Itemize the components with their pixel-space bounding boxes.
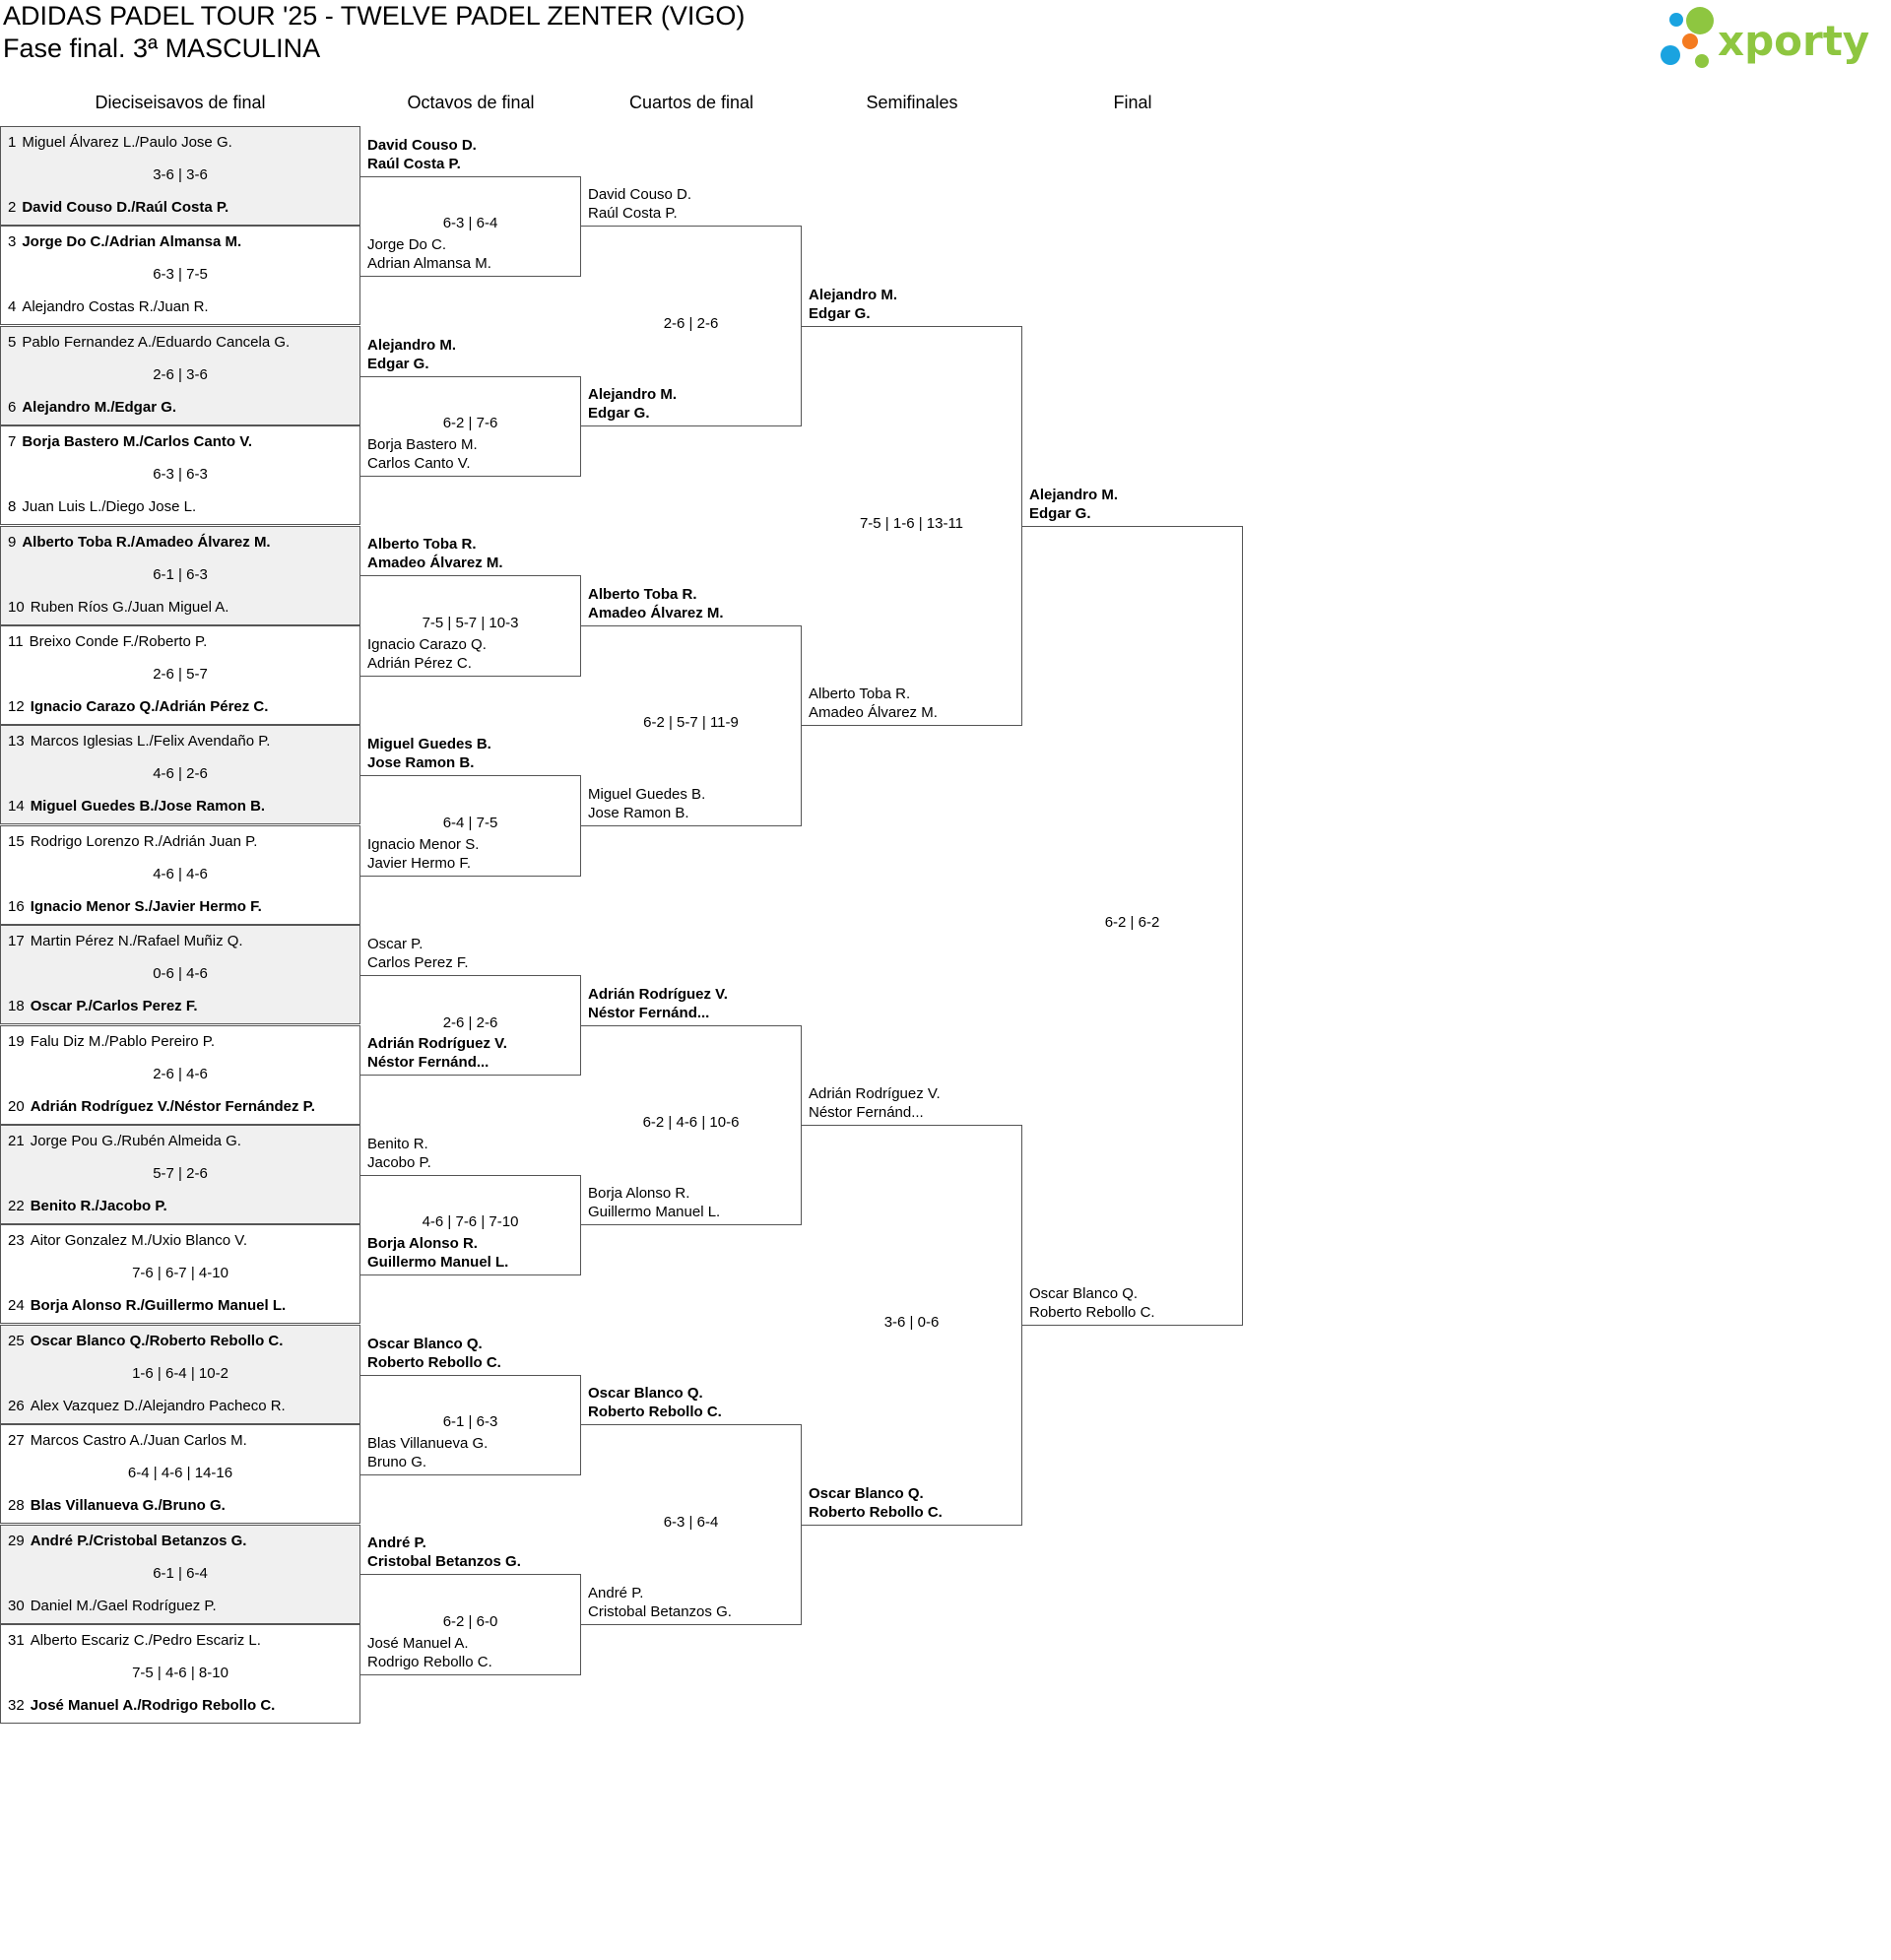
seed-number: 15 bbox=[8, 832, 25, 850]
bracket-line-bottom bbox=[360, 1274, 581, 1275]
r1-match[interactable] bbox=[0, 1624, 360, 1724]
team-row[interactable] bbox=[8, 433, 252, 450]
r3-team[interactable] bbox=[588, 1184, 800, 1221]
team-line-2: Adrián Pérez C. bbox=[367, 654, 472, 672]
header bbox=[3, 0, 745, 65]
bracket-line-top bbox=[581, 1424, 802, 1425]
team-line-1: Oscar Blanco Q. bbox=[809, 1484, 924, 1502]
r4-team[interactable] bbox=[809, 286, 1020, 323]
team-row[interactable] bbox=[8, 1333, 283, 1349]
team-line-1: Alejandro M. bbox=[588, 386, 678, 404]
team-line-1: Oscar Blanco Q. bbox=[588, 1385, 703, 1403]
r2-team[interactable] bbox=[367, 1034, 579, 1072]
team-row[interactable] bbox=[8, 1398, 286, 1414]
seed-number: 2 bbox=[8, 199, 17, 216]
team-name: Jorge Do C./Adrian Almansa M. bbox=[22, 233, 242, 251]
team-line-2: Néstor Fernánd... bbox=[367, 1054, 489, 1072]
team-line-2: Javier Hermo F. bbox=[367, 854, 472, 872]
team-line-2: Edgar G. bbox=[1029, 504, 1091, 522]
seed-number: 26 bbox=[8, 1397, 25, 1414]
bracket-line-bottom bbox=[360, 1474, 581, 1475]
team-name: Marcos Iglesias L./Felix Avendaño P. bbox=[30, 733, 271, 751]
bracket-line-vertical bbox=[1242, 526, 1243, 1326]
bracket-line-bottom bbox=[360, 676, 581, 677]
match-score: 6-4 | 4-6 | 14-16 bbox=[127, 1465, 233, 1482]
r5-team[interactable] bbox=[1029, 486, 1241, 523]
bracket-line-top bbox=[360, 1175, 581, 1176]
bracket-line-top bbox=[360, 1574, 581, 1575]
match-score: 6-1 | 6-3 bbox=[153, 565, 208, 583]
team-name: Borja Alonso R./Guillermo Manuel L. bbox=[30, 1297, 287, 1315]
bracket-line-top bbox=[360, 775, 581, 776]
r1-match[interactable] bbox=[0, 326, 360, 425]
seed-number: 13 bbox=[8, 733, 25, 751]
r2-team[interactable] bbox=[367, 1335, 579, 1372]
r2-match-score: 6-3 | 6-4 bbox=[442, 215, 498, 232]
seed-number: 22 bbox=[8, 1198, 25, 1214]
seed-number: 17 bbox=[8, 933, 25, 950]
team-row[interactable] bbox=[8, 1033, 215, 1050]
match-score: 7-5 | 4-6 | 8-10 bbox=[132, 1665, 228, 1681]
seed-number: 23 bbox=[8, 1232, 25, 1250]
r2-match-score: 7-5 | 5-7 | 10-3 bbox=[422, 615, 519, 631]
round-header-r1: Dieciseisavos de final bbox=[95, 93, 266, 112]
team-row[interactable] bbox=[8, 498, 196, 515]
team-row[interactable] bbox=[8, 1133, 241, 1149]
r1-match[interactable] bbox=[0, 1325, 360, 1424]
team-line-1: David Couso D. bbox=[367, 136, 477, 154]
r2-match-score: 6-2 | 6-0 bbox=[442, 1613, 498, 1630]
seed-number: 1 bbox=[8, 134, 17, 151]
team-line-2: Raúl Costa P. bbox=[367, 155, 461, 172]
bracket-line-top bbox=[1022, 526, 1243, 527]
team-row[interactable] bbox=[8, 1198, 167, 1214]
team-line-1: José Manuel A. bbox=[367, 1634, 469, 1652]
team-row[interactable] bbox=[8, 199, 228, 216]
bracket-line-bottom bbox=[581, 425, 802, 426]
bracket-line-bottom bbox=[360, 1075, 581, 1076]
round-header-r4: Semifinales bbox=[866, 93, 958, 112]
team-line-1: Blas Villanueva G. bbox=[367, 1434, 489, 1452]
team-line-2: Roberto Rebollo C. bbox=[588, 1404, 722, 1421]
team-name: Oscar P./Carlos Perez F. bbox=[30, 998, 198, 1015]
seed-number: 8 bbox=[8, 498, 17, 516]
round-header-r3: Cuartos de final bbox=[628, 93, 754, 112]
team-name: Adrián Rodríguez V./Néstor Fernández P. bbox=[30, 1097, 315, 1115]
r2-team[interactable] bbox=[367, 336, 579, 373]
bracket-line-top bbox=[360, 376, 581, 377]
team-row[interactable] bbox=[8, 633, 207, 650]
team-line-1: Alejandro M. bbox=[809, 286, 898, 303]
team-line-1: Jorge Do C. bbox=[367, 236, 447, 254]
r3-match-score: 6-2 | 5-7 | 11-9 bbox=[643, 714, 739, 732]
r1-match[interactable] bbox=[0, 1224, 360, 1324]
r4-team[interactable] bbox=[809, 1084, 1020, 1122]
bracket-line-bottom bbox=[802, 1525, 1022, 1526]
team-line-2: Jose Ramon B. bbox=[367, 754, 475, 772]
r1-match[interactable] bbox=[0, 625, 360, 725]
xporty-logo[interactable] bbox=[1657, 6, 1878, 74]
team-line-1: Adrián Rodríguez V. bbox=[588, 985, 728, 1003]
seed-number: 24 bbox=[8, 1297, 25, 1315]
seed-number: 19 bbox=[8, 1032, 25, 1050]
bracket-line-top bbox=[802, 326, 1022, 327]
xporty-logo-icon bbox=[1657, 6, 1878, 69]
team-name: Benito R./Jacobo P. bbox=[30, 1198, 167, 1214]
r1-match[interactable] bbox=[0, 1125, 360, 1224]
team-line-1: Oscar P. bbox=[367, 935, 424, 952]
team-line-2: Cristobal Betanzos G. bbox=[588, 1603, 732, 1620]
r1-match[interactable] bbox=[0, 126, 360, 226]
team-name: Alejandro Costas R./Juan R. bbox=[22, 298, 209, 316]
team-line-1: Borja Alonso R. bbox=[367, 1235, 478, 1253]
match-score: 4-6 | 2-6 bbox=[153, 765, 208, 783]
team-name: Alejandro M./Edgar G. bbox=[22, 398, 177, 416]
bracket-line-bottom bbox=[581, 825, 802, 826]
r4-match-score: 3-6 | 0-6 bbox=[883, 1313, 940, 1331]
team-line-1: Alberto Toba R. bbox=[588, 586, 697, 603]
team-name: José Manuel A./Rodrigo Rebollo C. bbox=[30, 1697, 276, 1714]
r1-match[interactable] bbox=[0, 526, 360, 625]
r5-match-score: 6-2 | 6-2 bbox=[1104, 914, 1160, 932]
bracket-line-top bbox=[581, 1025, 802, 1026]
team-name: Ignacio Menor S./Javier Hermo F. bbox=[30, 897, 262, 915]
logo-dot-green bbox=[1686, 7, 1714, 34]
bracket-line-bottom bbox=[360, 1674, 581, 1675]
logo-wordmark: xporty bbox=[1718, 17, 1870, 65]
r3-match-score: 6-3 | 6-4 bbox=[663, 1513, 719, 1531]
seed-number: 25 bbox=[8, 1332, 25, 1349]
team-line-2: Roberto Rebollo C. bbox=[809, 1503, 943, 1521]
team-line-2: Jose Ramon B. bbox=[588, 804, 689, 821]
team-name: Miguel Guedes B./Jose Ramon B. bbox=[30, 798, 266, 816]
r1-match[interactable] bbox=[0, 1525, 360, 1624]
r3-team[interactable] bbox=[588, 585, 800, 622]
team-name: Ignacio Carazo Q./Adrián Pérez C. bbox=[30, 698, 269, 715]
seed-number: 5 bbox=[8, 333, 17, 351]
team-row[interactable] bbox=[8, 698, 268, 715]
seed-number: 27 bbox=[8, 1432, 25, 1450]
round-header-r5: Final bbox=[1113, 93, 1152, 112]
r3-team[interactable] bbox=[588, 1384, 800, 1421]
team-row[interactable] bbox=[8, 334, 290, 351]
r2-team[interactable] bbox=[367, 935, 579, 972]
bracket-line-top bbox=[360, 575, 581, 576]
team-name: Blas Villanueva G./Bruno G. bbox=[30, 1497, 226, 1515]
match-score: 6-3 | 6-3 bbox=[153, 466, 208, 484]
team-name: Ruben Ríos G./Juan Miguel A. bbox=[30, 598, 229, 616]
seed-number: 3 bbox=[8, 233, 17, 251]
team-line-2: Edgar G. bbox=[809, 304, 871, 322]
r2-team[interactable] bbox=[367, 235, 579, 273]
team-row[interactable] bbox=[8, 134, 232, 151]
seed-number: 10 bbox=[8, 598, 25, 616]
bracket-line-top bbox=[802, 1125, 1022, 1126]
team-line-2: Guillermo Manuel L. bbox=[367, 1254, 509, 1272]
team-line-2: Edgar G. bbox=[367, 355, 429, 372]
match-score: 4-6 | 4-6 bbox=[153, 865, 208, 882]
team-name: Marcos Castro A./Juan Carlos M. bbox=[30, 1432, 247, 1450]
team-name: Rodrigo Lorenzo R./Adrián Juan P. bbox=[30, 832, 258, 850]
team-row[interactable] bbox=[8, 833, 257, 850]
team-line-2: Guillermo Manuel L. bbox=[588, 1204, 721, 1221]
team-line-1: Benito R. bbox=[367, 1135, 428, 1152]
seed-number: 20 bbox=[8, 1097, 25, 1115]
team-line-1: André P. bbox=[588, 1585, 644, 1601]
r4-team[interactable] bbox=[809, 685, 1020, 722]
bracket-line-top bbox=[581, 625, 802, 626]
team-line-2: Raúl Costa P. bbox=[588, 205, 678, 223]
team-line-1: Borja Bastero M. bbox=[367, 435, 478, 453]
team-line-1: Oscar Blanco Q. bbox=[367, 1335, 483, 1352]
team-line-2: Amadeo Álvarez M. bbox=[809, 704, 938, 722]
seed-number: 9 bbox=[8, 533, 17, 551]
team-line-1: Adrián Rodríguez V. bbox=[367, 1035, 507, 1053]
team-row[interactable] bbox=[8, 399, 176, 416]
team-line-2: Néstor Fernánd... bbox=[588, 1004, 710, 1021]
team-row[interactable] bbox=[8, 534, 271, 551]
seed-number: 29 bbox=[8, 1532, 25, 1549]
team-row[interactable] bbox=[8, 233, 241, 250]
team-row[interactable] bbox=[8, 1098, 315, 1115]
team-name: Alberto Escariz C./Pedro Escariz L. bbox=[30, 1632, 261, 1649]
bracket-line-top bbox=[360, 176, 581, 177]
team-row[interactable] bbox=[8, 733, 270, 750]
team-line-1: André P. bbox=[367, 1535, 426, 1552]
team-line-2: Roberto Rebollo C. bbox=[1029, 1303, 1155, 1321]
team-name: Miguel Álvarez L./Paulo Jose G. bbox=[22, 134, 232, 151]
r3-match-score: 2-6 | 2-6 bbox=[663, 314, 719, 332]
bracket-line-bottom bbox=[360, 476, 581, 477]
team-line-1: David Couso D. bbox=[588, 186, 692, 204]
team-name: Aitor Gonzalez M./Uxio Blanco V. bbox=[30, 1232, 248, 1250]
r2-match-score: 6-4 | 7-5 bbox=[442, 814, 498, 831]
r2-match-score: 6-1 | 6-3 bbox=[442, 1413, 498, 1431]
match-score: 1-6 | 6-4 | 10-2 bbox=[132, 1364, 228, 1382]
team-name: Falu Diz M./Pablo Pereiro P. bbox=[30, 1032, 215, 1050]
r2-team[interactable] bbox=[367, 1135, 579, 1172]
team-row[interactable] bbox=[8, 1297, 286, 1314]
r3-team[interactable] bbox=[588, 1584, 800, 1621]
team-row[interactable] bbox=[8, 1632, 261, 1649]
team-line-2: Bruno G. bbox=[367, 1453, 427, 1470]
r5-team[interactable] bbox=[1029, 1284, 1241, 1322]
team-line-2: Amadeo Álvarez M. bbox=[588, 605, 724, 621]
team-name: David Couso D./Raúl Costa P. bbox=[22, 199, 229, 216]
match-score: 2-6 | 4-6 bbox=[153, 1065, 208, 1082]
r4-match-score: 7-5 | 1-6 | 13-11 bbox=[859, 514, 964, 532]
r2-match-score: 6-2 | 7-6 bbox=[442, 415, 498, 432]
seed-number: 30 bbox=[8, 1597, 25, 1614]
team-line-2: Cristobal Betanzos G. bbox=[367, 1553, 521, 1571]
team-row[interactable] bbox=[8, 998, 198, 1014]
r2-team[interactable] bbox=[367, 1634, 579, 1671]
seed-number: 31 bbox=[8, 1632, 25, 1649]
team-line-2: Amadeo Álvarez M. bbox=[367, 555, 503, 572]
bracket-line-bottom bbox=[360, 876, 581, 877]
r1-match[interactable] bbox=[0, 1424, 360, 1524]
r2-team[interactable] bbox=[367, 535, 579, 572]
r3-match-score: 6-2 | 4-6 | 10-6 bbox=[642, 1114, 740, 1131]
seed-number: 11 bbox=[8, 633, 24, 650]
team-name: Alberto Toba R./Amadeo Álvarez M. bbox=[22, 533, 271, 551]
seed-number: 32 bbox=[8, 1697, 25, 1714]
team-line-2: Roberto Rebollo C. bbox=[367, 1353, 501, 1371]
match-score: 0-6 | 4-6 bbox=[153, 965, 208, 983]
match-score: 3-6 | 3-6 bbox=[153, 166, 208, 183]
team-name: Oscar Blanco Q./Roberto Rebollo C. bbox=[30, 1332, 284, 1349]
r1-match[interactable] bbox=[0, 226, 360, 325]
bracket-line-top bbox=[360, 975, 581, 976]
team-row[interactable] bbox=[8, 798, 265, 815]
team-line-1: Adrián Rodríguez V. bbox=[809, 1085, 941, 1102]
r2-team[interactable] bbox=[367, 1534, 579, 1571]
r2-team[interactable] bbox=[367, 635, 579, 673]
team-line-2: Adrian Almansa M. bbox=[367, 255, 491, 273]
r2-team[interactable] bbox=[367, 435, 579, 473]
team-line-1: Oscar Blanco Q. bbox=[1029, 1284, 1139, 1302]
seed-number: 21 bbox=[8, 1133, 25, 1149]
bracket-line-bottom bbox=[802, 725, 1022, 726]
team-line-1: Alejandro M. bbox=[1029, 486, 1119, 503]
team-row[interactable] bbox=[8, 1697, 275, 1714]
team-line-1: Ignacio Menor S. bbox=[367, 835, 480, 853]
r2-team[interactable] bbox=[367, 1234, 579, 1272]
seed-number: 12 bbox=[8, 698, 25, 715]
r2-team[interactable] bbox=[367, 735, 579, 772]
match-score: 2-6 | 3-6 bbox=[153, 365, 208, 383]
seed-number: 28 bbox=[8, 1497, 25, 1515]
team-name: Pablo Fernandez A./Eduardo Cancela G. bbox=[22, 333, 291, 351]
r3-team[interactable] bbox=[588, 385, 800, 423]
team-row[interactable] bbox=[8, 898, 262, 915]
team-line-1: Alejandro M. bbox=[367, 336, 457, 354]
team-name: Breixo Conde F./Roberto P. bbox=[29, 633, 208, 650]
seed-number: 4 bbox=[8, 298, 17, 316]
team-name: Martin Pérez N./Rafael Muñiz Q. bbox=[30, 933, 243, 950]
team-name: Borja Bastero M./Carlos Canto V. bbox=[22, 433, 253, 451]
team-row[interactable] bbox=[8, 933, 243, 949]
team-line-1: Ignacio Carazo Q. bbox=[367, 635, 487, 653]
bracket-line-bottom bbox=[360, 276, 581, 277]
team-name: Alex Vazquez D./Alejandro Pacheco R. bbox=[30, 1397, 286, 1414]
bracket-line-bottom bbox=[581, 1624, 802, 1625]
r1-match[interactable] bbox=[0, 425, 360, 525]
team-row[interactable] bbox=[8, 1497, 226, 1514]
team-line-1: Borja Alonso R. bbox=[588, 1185, 690, 1203]
match-score: 2-6 | 5-7 bbox=[153, 666, 208, 683]
seed-number: 14 bbox=[8, 798, 25, 816]
r1-match[interactable] bbox=[0, 1025, 360, 1125]
bracket-line-top bbox=[360, 1375, 581, 1376]
team-line-2: Rodrigo Rebollo C. bbox=[367, 1653, 492, 1670]
team-line-2: Edgar G. bbox=[588, 405, 650, 423]
r4-team[interactable] bbox=[809, 1484, 1020, 1522]
team-line-2: Carlos Perez F. bbox=[367, 953, 469, 971]
round-header-r2: Octavos de final bbox=[407, 93, 535, 112]
team-line-1: Miguel Guedes B. bbox=[588, 785, 706, 803]
seed-number: 16 bbox=[8, 897, 25, 915]
match-score: 5-7 | 2-6 bbox=[153, 1165, 208, 1182]
r2-match-score: 2-6 | 2-6 bbox=[442, 1013, 498, 1031]
logo-dot-green-small bbox=[1695, 54, 1709, 68]
team-line-1: Alberto Toba R. bbox=[809, 686, 911, 703]
team-name: André P./Cristobal Betanzos G. bbox=[30, 1532, 247, 1549]
r2-match-score: 4-6 | 7-6 | 7-10 bbox=[422, 1213, 519, 1231]
team-row[interactable] bbox=[8, 298, 209, 315]
bracket-line-bottom bbox=[1022, 1325, 1243, 1326]
r1-match[interactable] bbox=[0, 825, 360, 925]
team-name: Juan Luis L./Diego Jose L. bbox=[22, 498, 197, 516]
logo-dot-blue bbox=[1661, 45, 1680, 65]
team-line-2: Néstor Fernánd... bbox=[809, 1104, 924, 1121]
phase-title: Fase final. 3ª MASCULINA bbox=[3, 33, 321, 63]
r3-team[interactable] bbox=[588, 785, 800, 822]
team-line-2: Jacobo P. bbox=[367, 1153, 431, 1171]
team-line-1: Alberto Toba R. bbox=[367, 536, 477, 554]
r3-team[interactable] bbox=[588, 185, 800, 223]
logo-dot-blue-small bbox=[1669, 13, 1683, 27]
bracket-line-bottom bbox=[581, 1224, 802, 1225]
team-row[interactable] bbox=[8, 1232, 247, 1249]
match-score: 6-1 | 6-4 bbox=[153, 1564, 208, 1582]
r1-match[interactable] bbox=[0, 925, 360, 1024]
team-line-2: Carlos Canto V. bbox=[367, 454, 471, 472]
seed-number: 7 bbox=[8, 433, 17, 451]
team-line-1: Miguel Guedes B. bbox=[367, 736, 491, 753]
logo-dot-orange bbox=[1682, 33, 1698, 49]
team-row[interactable] bbox=[8, 1432, 247, 1449]
r3-team[interactable] bbox=[588, 985, 800, 1022]
r2-team[interactable] bbox=[367, 1434, 579, 1471]
team-row[interactable] bbox=[8, 1598, 217, 1614]
bracket-line-top bbox=[581, 226, 802, 227]
match-score: 7-6 | 6-7 | 4-10 bbox=[132, 1265, 228, 1282]
team-name: Daniel M./Gael Rodríguez P. bbox=[30, 1597, 217, 1614]
seed-number: 18 bbox=[8, 998, 25, 1015]
team-row[interactable] bbox=[8, 1533, 246, 1549]
seed-number: 6 bbox=[8, 398, 17, 416]
r1-match[interactable] bbox=[0, 725, 360, 824]
r2-team[interactable] bbox=[367, 835, 579, 873]
team-row[interactable] bbox=[8, 599, 228, 616]
team-name: Jorge Pou G./Rubén Almeida G. bbox=[30, 1133, 241, 1149]
match-score: 6-3 | 7-5 bbox=[153, 266, 208, 284]
tournament-title: ADIDAS PADEL TOUR '25 - TWELVE PADEL ZENTER (VIGO) bbox=[3, 1, 746, 31]
r2-team[interactable] bbox=[367, 136, 579, 173]
